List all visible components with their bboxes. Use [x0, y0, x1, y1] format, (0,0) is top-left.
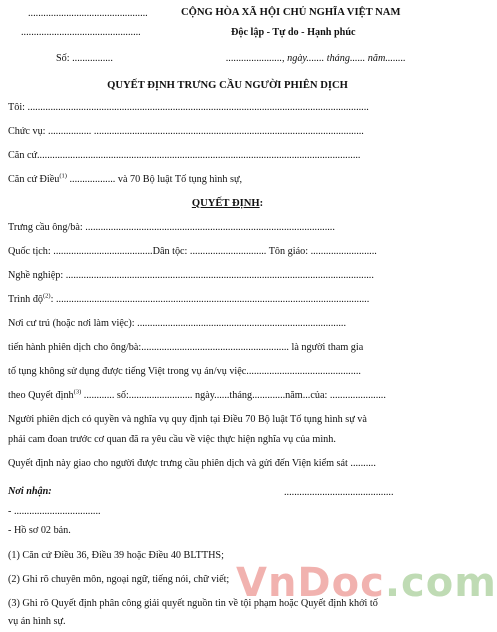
field-decision-ref: [8, 389, 386, 402]
agency-line-bottom: ...............................................: [21, 27, 141, 38]
document-title: QUYẾT ĐỊNH TRƯNG CẦU NGƯỜI PHIÊN DỊCH: [107, 80, 348, 91]
basis-article-rest: .................. và 70 Bộ luật Tố tụng hình sự,: [66, 174, 243, 185]
recipient-item: - Hồ sơ 02 bản.: [8, 525, 71, 536]
field-residence: Nơi cư trú (hoặc nơi làm việc): ..................................................................................: [8, 318, 347, 329]
basis-article-text: Căn cứ Điều: [8, 174, 60, 185]
delivery-paragraph: Quyết định này giao cho người được trưng cầu phiên dịch và gửi đến Viện kiểm sát ..........: [8, 458, 376, 469]
signature-line: ...........................................: [284, 487, 394, 498]
footnote-3-line1: (3) Ghi rõ Quyết định phân công giải quyết nguồn tin về tội phạm hoặc Quyết định khởi tố: [8, 598, 378, 609]
footnote-ref-1: (1): [59, 172, 67, 180]
field-proceeding: tố tụng không sử dụng được tiếng Việt trong vụ án/vụ việc.............................................: [8, 366, 361, 377]
field-decision-label: theo Quyết định: [8, 390, 74, 401]
footnote-3-line2: vụ án hình sự.: [8, 616, 66, 627]
watermark-domain: .com: [384, 560, 497, 606]
footnote-ref-3: (3): [73, 388, 82, 396]
rights-paragraph-line2: phải cam đoan trước cơ quan đã ra yêu cầu về việc thực hiện nghĩa vụ của mình.: [8, 434, 336, 445]
footnote-ref-2: (2): [43, 292, 51, 300]
recipients-label: Nơi nhận:: [8, 486, 52, 497]
field-qualification-label: Trình độ: [8, 294, 44, 305]
footnote-2: (2) Ghi rõ chuyên môn, ngoại ngữ, tiếng nói, chữ viết;: [8, 574, 230, 585]
footnote-1: (1) Căn cứ Điều 36, Điều 39 hoặc Điều 40 BLTTHS;: [8, 550, 224, 561]
position-line: Chức vụ: ................. ..........................................................................................................: [8, 126, 364, 137]
agency-line-top: ...............................................: [28, 8, 148, 19]
field-decision-rest: ............ số:......................... ngày......tháng.............năm...của: ......................: [81, 390, 386, 401]
recipient-item: - ..................................: [8, 506, 101, 517]
issuer-line: Tôi: ......................................................................................................................................: [8, 102, 369, 113]
field-interpreter-name: Trưng cầu ông/bà: ..................................................................................................: [8, 222, 335, 233]
brand-watermark: [236, 560, 497, 606]
rights-paragraph-line1: Người phiên dịch có quyền và nghĩa vụ quy định tại Điều 70 Bộ luật Tố tụng hình sự và: [8, 414, 367, 425]
document-number: Số: ................: [56, 53, 113, 64]
decision-heading-colon: :: [259, 198, 264, 209]
decision-heading: [0, 197, 455, 210]
motto: Độc lập - Tự do - Hạnh phúc: [231, 27, 356, 38]
basis-article-line: [8, 173, 242, 186]
field-qualification: [8, 293, 369, 306]
decision-heading-text: QUYẾT ĐỊNH: [191, 198, 260, 209]
nation-title: CỘNG HÒA XÃ HỘI CHỦ NGHĨA VIỆT NAM: [181, 7, 401, 18]
field-qualification-rest: : ...........................................................................................................................: [50, 294, 370, 305]
watermark-brand: VnDoc: [236, 560, 385, 606]
field-occupation: Nghề nghiệp: .........................................................................................................................: [8, 270, 374, 281]
basis-line: Căn cứ...............................................................................................................................: [8, 150, 361, 161]
document-date: ......................, ngày....... tháng...... năm........: [226, 53, 406, 64]
field-interpret-for: tiến hành phiên dịch cho ông/bà:.......................................................... là người tham gia: [8, 342, 364, 353]
field-nationality: Quốc tịch: .......................................Dân tộc: .............................. Tôn giáo: ..........................: [8, 246, 377, 257]
